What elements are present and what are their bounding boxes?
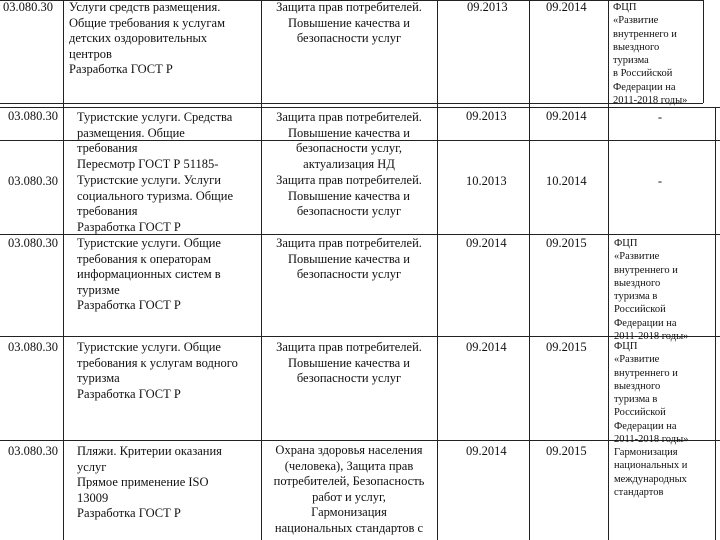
program-note: ФЦП «Развитие внутреннего и выездного туризма в Российской Федерации на 2011-2018 годы» bbox=[613, 2, 688, 107]
standard-title: Услуги средств размещения. Общие требования к услугам детских оздоровительных центров Разработка ГОСТ Р bbox=[69, 0, 226, 76]
column-divider bbox=[529, 0, 530, 540]
start-date: 09.2014 bbox=[466, 444, 507, 458]
program-note: Гармонизация национальных и международных стандартов bbox=[614, 447, 688, 498]
standard-goal: Защита прав потребителей. Повышение качества и безопасности услуг bbox=[276, 340, 422, 385]
end-date: 09.2015 bbox=[546, 444, 587, 458]
standard-title: Туристские услуги. Услуги социального туризма. Общие требования Разработка ГОСТ Р bbox=[77, 173, 234, 234]
standard-goal: Защита прав потребителей. Повышение качества и безопасности услуг bbox=[276, 173, 422, 218]
table-rule bbox=[0, 107, 720, 108]
program-note: - bbox=[657, 110, 663, 124]
standard-goal: Защита прав потребителей. Повышение качества и безопасности услуг bbox=[276, 236, 422, 281]
standard-goal: Охрана здоровья населения (человека), Защита прав потребителей, Безопасность работ и услуг, Гармонизация национальных стандартов с bbox=[273, 443, 425, 535]
start-date: 09.2014 bbox=[466, 236, 507, 250]
table-rule bbox=[0, 336, 720, 337]
column-divider bbox=[63, 0, 64, 540]
start-date: 09.2014 bbox=[466, 340, 507, 354]
standard-code: 03.080.30 bbox=[8, 444, 58, 458]
start-date: 10.2013 bbox=[466, 174, 507, 188]
standard-title: Туристские услуги. Средства размещения. Общие требования Пересмотр ГОСТ Р 51185- bbox=[77, 110, 233, 171]
standard-code: 03.080.30 bbox=[8, 174, 58, 188]
standard-title: Пляжи. Критерии оказания услуг Прямое применение ISO 13009 Разработка ГОСТ Р bbox=[77, 444, 222, 520]
standard-title: Туристские услуги. Общие требования к операторам информационных систем в туризме Разработка ГОСТ Р bbox=[77, 236, 221, 312]
program-note: - bbox=[657, 174, 663, 188]
end-date: 10.2014 bbox=[546, 174, 587, 188]
column-divider bbox=[608, 0, 609, 540]
end-date: 09.2015 bbox=[546, 340, 587, 354]
start-date: 09.2013 bbox=[467, 0, 508, 14]
end-date: 09.2014 bbox=[546, 0, 587, 14]
standard-goal: Защита прав потребителей. Повышение качества и безопасности услуг bbox=[276, 0, 422, 45]
start-date: 09.2013 bbox=[466, 109, 507, 123]
column-divider bbox=[715, 107, 716, 540]
program-note: ФЦП «Развитие внутреннего и выездного туризма в Российской Федерации на 2011-2018 годы» bbox=[614, 341, 689, 446]
standard-code: 03.080.30 bbox=[8, 340, 58, 354]
standard-goal: Защита прав потребителей. Повышение качества и безопасности услуг, актуализация НД bbox=[276, 110, 422, 171]
end-date: 09.2014 bbox=[546, 109, 587, 123]
standard-title: Туристские услуги. Общие требования к услугам водного туризма Разработка ГОСТ Р bbox=[77, 340, 238, 401]
column-divider bbox=[437, 0, 438, 540]
table-rule bbox=[0, 440, 720, 441]
standard-code: 03.080.30 bbox=[8, 236, 58, 250]
standard-code: 03.080.30 bbox=[8, 109, 58, 123]
program-note: ФЦП «Развитие внутреннего и выездного туризма в Российской Федерации на 2011-2018 годы» bbox=[614, 238, 689, 343]
standard-code: 03.080.30 bbox=[3, 0, 53, 14]
end-date: 09.2015 bbox=[546, 236, 587, 250]
table-rule bbox=[0, 103, 703, 104]
